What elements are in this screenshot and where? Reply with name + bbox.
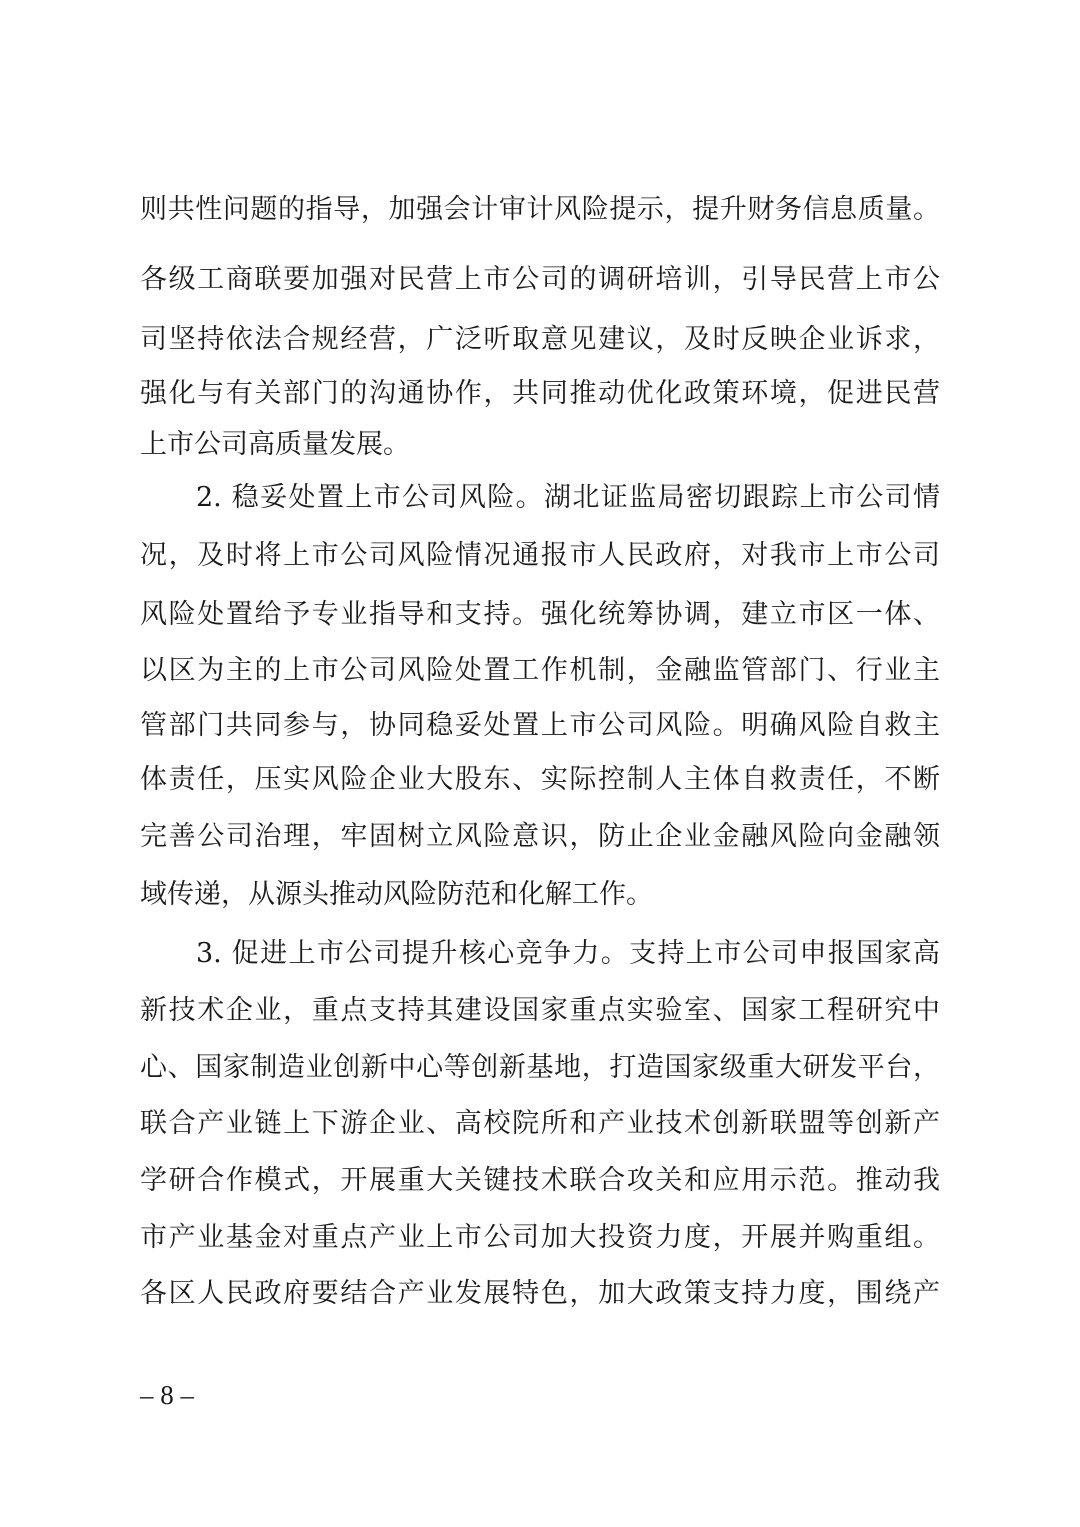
text-line: 上市公司高质量发展。 [140,429,410,460]
paragraph-start-line: 3. 促进上市公司提升核心竞争力。支持上市公司申报国家高 [196,938,940,969]
text-line: 学研合作模式，开展重大关键技术联合攻关和应用示范。推动我 [140,1165,940,1196]
text-line: 强化与有关部门的沟通协作，共同推动优化政策环境，促进民营 [140,378,940,409]
paragraph-start-line: 2. 稳妥处置上市公司风险。湖北证监局密切跟踪上市公司情 [196,482,940,513]
text-line: 司坚持依法合规经营，广泛听取意见建议，及时反映企业诉求， [140,324,940,355]
text-line: 管部门共同参与，协同稳妥处置上市公司风险。明确风险自救主 [140,710,940,741]
text-line: 市产业基金对重点产业上市公司加大投资力度，开展并购重组。 [140,1222,940,1253]
text-line: 各级工商联要加强对民营上市公司的调研培训，引导民营上市公 [140,264,940,295]
page-number: – 8 – [140,1380,194,1410]
text-line: 体责任，压实风险企业大股东、实际控制人主体自救责任，不断 [140,764,940,795]
text-line: 域传递，从源头推动风险防范和化解工作。 [140,879,653,910]
text-line: 则共性问题的指导，加强会计审计风险提示，提升财务信息质量。 [140,194,940,225]
text-line: 况，及时将上市公司风险情况通报市人民政府，对我市上市公司 [140,540,940,571]
text-line: 联合产业链上下游企业、高校院所和产业技术创新联盟等创新产 [140,1108,940,1139]
text-line: 新技术企业，重点支持其建设国家重点实验室、国家工程研究中 [140,995,940,1026]
text-line: 以区为主的上市公司风险处置工作机制，金融监管部门、行业主 [140,655,940,686]
page-footer [0,1377,1080,1413]
text-line: 各区人民政府要结合产业发展特色，加大政策支持力度，围绕产 [140,1278,940,1309]
text-line: 风险处置给予专业指导和支持。强化统筹协调，建立市区一体、 [140,599,940,630]
text-line: 心、国家制造业创新中心等创新基地，打造国家级重大研发平台， [140,1052,940,1083]
text-line: 完善公司治理，牢固树立风险意识，防止企业金融风险向金融领 [140,821,940,852]
